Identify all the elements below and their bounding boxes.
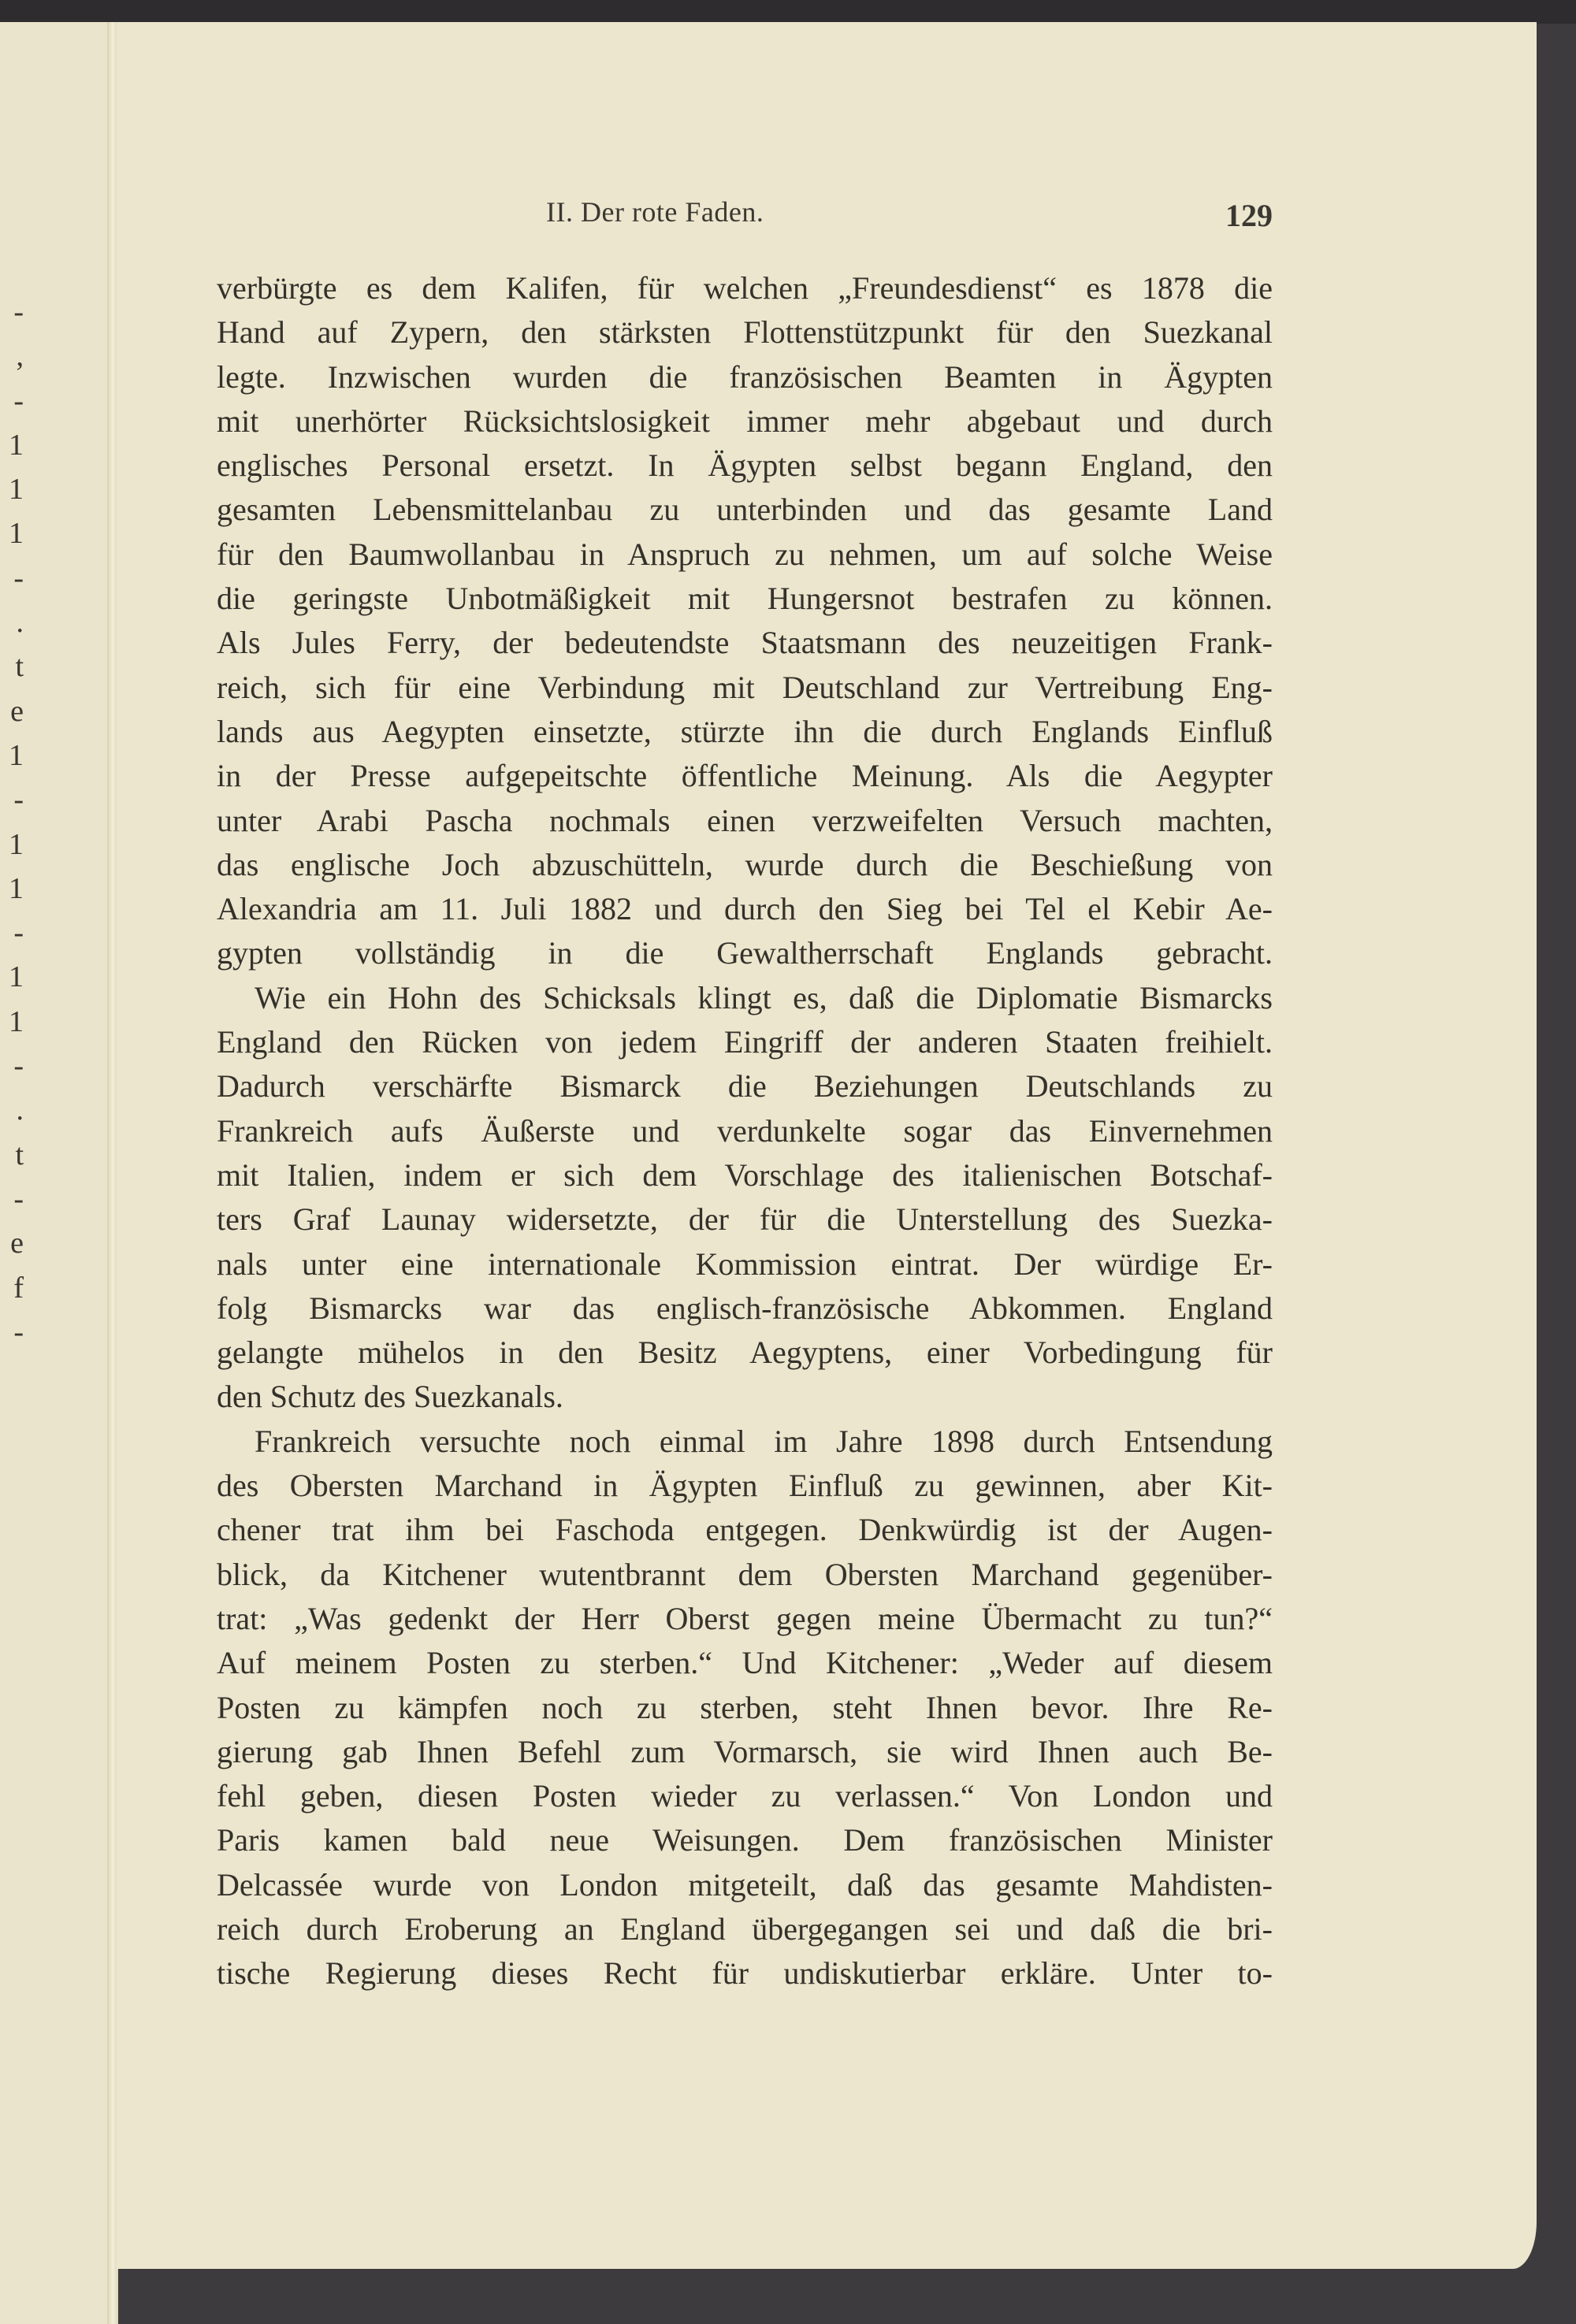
text-line: gypten vollständig in die Gewaltherrschaft Englands gebracht.: [217, 935, 1273, 971]
facing-page-fragment: f: [13, 1271, 24, 1305]
facing-page-fragment: .: [16, 1093, 24, 1127]
facing-page-fragment: 1: [9, 473, 24, 507]
facing-page-fragment: -: [13, 384, 24, 418]
facing-page-fragment: -: [13, 1049, 24, 1083]
facing-page-fragment: -: [13, 295, 24, 329]
facing-page-fragment: t: [15, 650, 24, 684]
facing-page-fragment: 1: [9, 738, 24, 772]
text-line: lands aus Aegypten einsetzte, stürzte ihn die durch Englands Einfluß: [217, 713, 1273, 749]
text-line: unter Arabi Pascha nochmals einen verzweifelten Versuch machten,: [217, 802, 1273, 838]
text-line: reich durch Eroberung an England übergegangen sei und daß die bri-: [217, 1910, 1273, 1947]
text-line: Hand auf Zypern, den stärksten Flottenstützpunkt für den Suezkanal: [217, 314, 1273, 351]
facing-page-fragment: 1: [9, 871, 24, 905]
facing-page-fragment: e: [10, 1227, 24, 1260]
text-line: legte. Inzwischen wurden die französischen Beamten in Ägypten: [217, 358, 1273, 395]
text-line: Dadurch verschärfte Bismarck die Beziehungen Deutschlands zu: [217, 1068, 1273, 1104]
text-line: trat: „Was gedenkt der Herr Oberst gegen meine Übermacht zu tun?“: [217, 1600, 1273, 1636]
text-line: folg Bismarcks war das englisch-französische Abkommen. England: [217, 1290, 1273, 1326]
facing-page-text-fragments: [0, 290, 24, 1354]
facing-page-fragment: 1: [9, 428, 24, 462]
text-line: Posten zu kämpfen noch zu sterben, steht Ihnen bevor. Ihre Re-: [217, 1689, 1273, 1725]
text-line: Alexandria am 11. Juli 1882 und durch den Sieg bei Tel el Kebir Ae-: [217, 891, 1273, 927]
text-line: den Schutz des Suezkanals.: [217, 1379, 563, 1415]
text-line: für den Baumwollanbau in Anspruch zu nehmen, um auf solche Weise: [217, 536, 1273, 572]
text-line: reich, sich für eine Verbindung mit Deutschland zur Vertreibung Eng-: [217, 669, 1273, 705]
text-line: chener trat ihm bei Faschoda entgegen. Denkwürdig ist der Augen-: [217, 1512, 1273, 1548]
facing-page-fragment: -: [13, 1182, 24, 1216]
text-line: Delcassée wurde von London mitgeteilt, daß das gesamte Mahdisten-: [217, 1866, 1273, 1903]
facing-page-fragment: t: [15, 1138, 24, 1171]
facing-page-fragment: 1: [9, 1004, 24, 1038]
text-line: fehl geben, diesen Posten wieder zu verlassen.“ Von London und: [217, 1778, 1273, 1814]
text-line: Frankreich aufs Äußerste und verdunkelte sogar das Einvernehmen: [217, 1112, 1273, 1149]
running-title: II. Der rote Faden.: [546, 196, 764, 228]
facing-page-fragment: .: [16, 606, 24, 640]
facing-page-fragment: -: [13, 783, 24, 817]
facing-page-fragment: 1: [9, 960, 24, 994]
text-line: Als Jules Ferry, der bedeutendste Staatsmann des neuzeitigen Frank-: [217, 625, 1273, 661]
text-line: gesamten Lebensmittelanbau zu unterbinden und das gesamte Land: [217, 492, 1273, 528]
facing-page-fragment: -: [13, 561, 24, 595]
body-text: [217, 266, 1273, 1996]
page-header: [217, 195, 1273, 235]
text-line: England den Rücken von jedem Eingriff der anderen Staaten freihielt.: [217, 1024, 1273, 1060]
text-line: Auf meinem Posten zu sterben.“ Und Kitchener: „Weder auf diesem: [217, 1645, 1273, 1681]
text-line: nals unter eine internationale Kommission eintrat. Der würdige Er-: [217, 1246, 1273, 1282]
text-line: in der Presse aufgepeitschte öffentliche Meinung. Als die Aegypter: [217, 758, 1273, 794]
facing-page-fragment: -: [13, 1315, 24, 1349]
text-line: des Obersten Marchand in Ägypten Einfluß zu gewinnen, aber Kit-: [217, 1468, 1273, 1504]
scan-background-top: [0, 0, 1576, 24]
text-line: tische Regierung dieses Recht für undiskutierbar erkläre. Unter to-: [217, 1955, 1273, 1992]
text-line: Frankreich versuchte noch einmal im Jahre 1898 durch Entsendung: [255, 1423, 1273, 1459]
facing-page-fragment: -: [13, 916, 24, 950]
text-line: Wie ein Hohn des Schicksals klingt es, daß die Diplomatie Bismarcks: [255, 979, 1273, 1015]
text-line: gelangte mühelos in den Besitz Aegyptens, einer Vorbedingung für: [217, 1335, 1273, 1371]
facing-page-fragment: e: [10, 694, 24, 728]
text-line: ters Graf Launay widersetzte, der für die Unterstellung des Suezka-: [217, 1201, 1273, 1238]
text-line: verbürgte es dem Kalifen, für welchen „Freundesdienst“ es 1878 die: [217, 270, 1273, 306]
facing-page-edge: [0, 22, 110, 2324]
text-line: das englische Joch abzuschütteln, wurde durch die Beschießung von: [217, 846, 1273, 882]
facing-page-fragment: 1: [9, 827, 24, 861]
text-line: gierung gab Ihnen Befehl zum Vormarsch, sie wird Ihnen auch Be-: [217, 1733, 1273, 1769]
page-number: 129: [1225, 198, 1273, 233]
facing-page-fragment: ,: [16, 340, 24, 373]
text-line: die geringste Unbotmäßigkeit mit Hungersnot bestrafen zu können.: [217, 581, 1273, 617]
facing-page-fragment: 1: [9, 517, 24, 551]
text-line: mit unerhörter Rücksichtslosigkeit immer mehr abgebaut und durch: [217, 403, 1273, 439]
text-line: Paris kamen bald neue Weisungen. Dem französischen Minister: [217, 1822, 1273, 1858]
text-line: englisches Personal ersetzt. In Ägypten selbst begann England, den: [217, 447, 1273, 484]
text-line: mit Italien, indem er sich dem Vorschlage des italienischen Botschaf-: [217, 1156, 1273, 1193]
text-line: blick, da Kitchener wutentbrannt dem Obersten Marchand gegenüber-: [217, 1556, 1273, 1592]
